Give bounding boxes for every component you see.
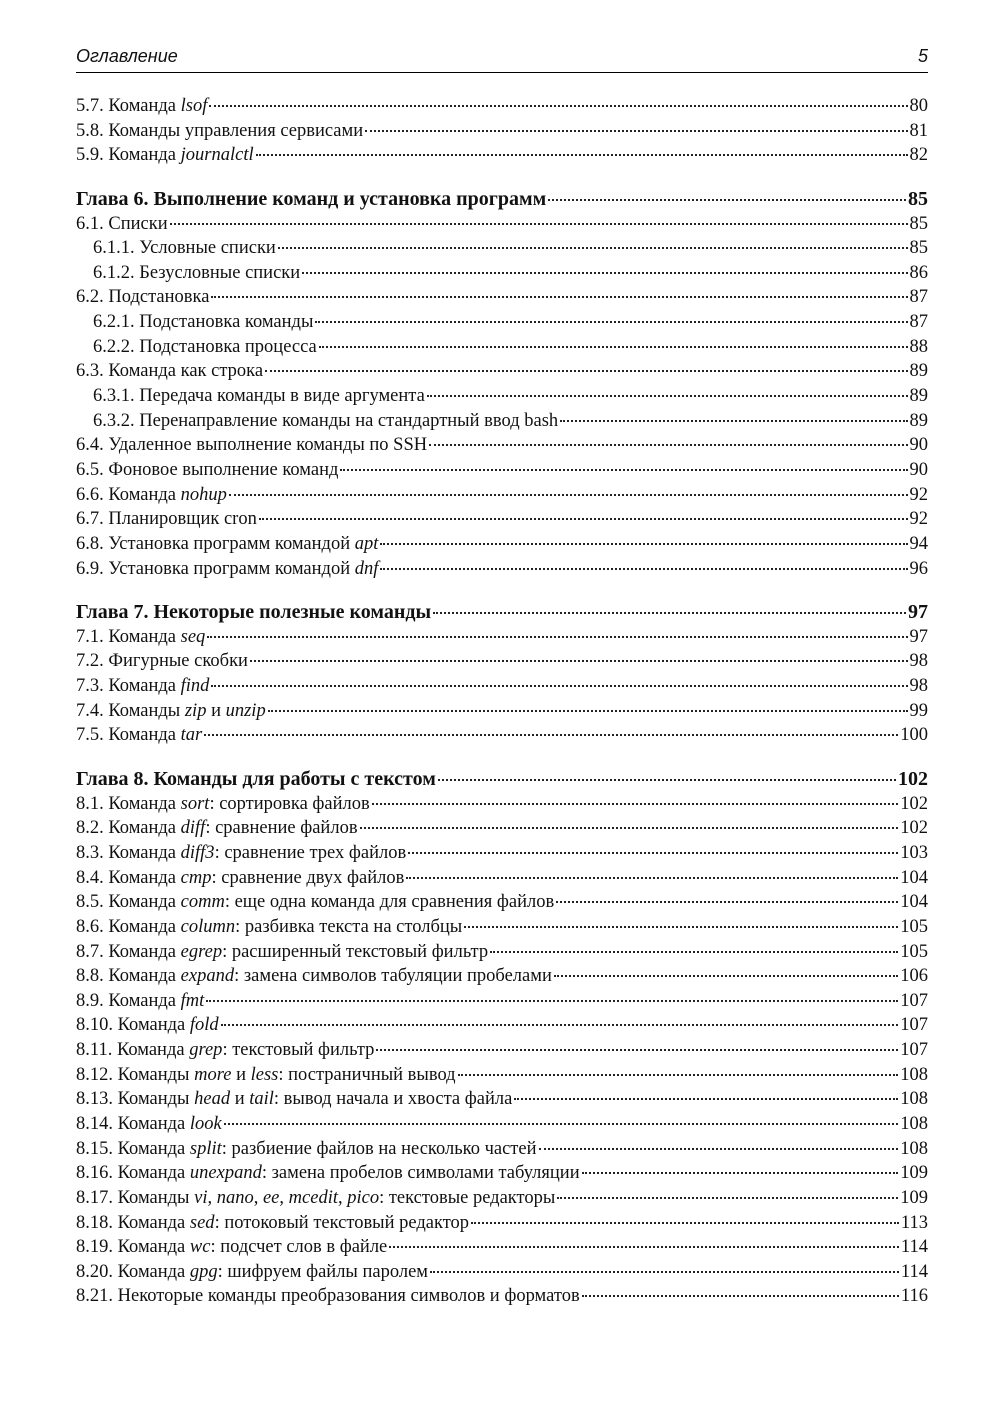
toc-entry[interactable] xyxy=(76,792,928,817)
toc-entry[interactable] xyxy=(76,1013,928,1038)
command-name: dnf xyxy=(354,558,379,579)
title-text: 7.3. Команда xyxy=(76,676,181,697)
dot-leader xyxy=(427,395,908,397)
toc-entry[interactable] xyxy=(76,261,928,286)
command-name: mcedit xyxy=(288,1187,338,1208)
toc-entry-title xyxy=(76,212,168,237)
header-page-number: 5 xyxy=(917,46,928,66)
title-text: : текстовые редакторы xyxy=(379,1187,556,1208)
dot-leader xyxy=(429,444,907,446)
toc-entry-title xyxy=(76,143,254,168)
title-text: 8.16. Команда xyxy=(76,1163,190,1184)
title-text: : замена символов табуляции пробелами xyxy=(234,966,552,987)
toc-page-number: 107 xyxy=(900,990,928,1011)
toc-entry-title xyxy=(93,384,425,409)
command-name: wc xyxy=(189,1237,211,1258)
title-text: 8.20. Команда xyxy=(76,1261,190,1282)
toc-entry-title xyxy=(76,458,338,483)
title-text: 8.1. Команда xyxy=(76,793,181,814)
toc-entry[interactable] xyxy=(76,94,928,119)
toc-page-number: 87 xyxy=(909,287,928,308)
toc-entry-title xyxy=(76,359,263,384)
title-text: , xyxy=(337,1187,348,1208)
toc-entry[interactable] xyxy=(76,458,928,483)
title-text: 8.7. Команда xyxy=(76,941,181,962)
toc-page-number: 104 xyxy=(900,892,928,913)
title-text: : еще одна команда для сравнения файлов xyxy=(224,892,555,913)
toc-entry[interactable] xyxy=(76,816,928,841)
toc-entry[interactable] xyxy=(76,1161,928,1186)
command-name: unzip xyxy=(225,700,266,721)
command-name: diff3 xyxy=(180,842,215,863)
toc-page-number: 98 xyxy=(909,676,928,697)
toc-entry-title xyxy=(76,866,404,891)
title-text: 8.19. Команда xyxy=(76,1237,190,1258)
dot-leader xyxy=(490,951,898,953)
dot-leader xyxy=(360,827,899,829)
title-text: : разбиение файлов на несколько частей xyxy=(221,1138,537,1159)
title-text: : замена пробелов символами табуляции xyxy=(261,1163,580,1184)
command-name: cmp xyxy=(180,867,212,888)
title-text: и xyxy=(230,1089,250,1110)
toc-chapter-heading[interactable] xyxy=(76,767,928,792)
title-text: 6.1.2. Безусловные списки xyxy=(93,262,301,283)
command-name: tail xyxy=(249,1089,274,1110)
title-text: 6.2.1. Подстановка команды xyxy=(93,312,314,333)
table-of-contents xyxy=(76,94,928,1309)
dot-leader xyxy=(207,636,907,638)
command-name: seq xyxy=(180,626,206,647)
title-text: 8.2. Команда xyxy=(76,818,181,839)
toc-entry-title xyxy=(76,187,546,212)
toc-page-number: 105 xyxy=(900,916,928,937)
toc-entry[interactable] xyxy=(76,1235,928,1260)
title-text: и xyxy=(206,700,226,721)
title-text: 6.1. Списки xyxy=(76,213,168,234)
toc-page-number: 108 xyxy=(900,1138,928,1159)
toc-page-number: 97 xyxy=(909,626,928,647)
toc-entry-title xyxy=(76,532,378,557)
toc-entry-title xyxy=(76,1235,387,1260)
command-name: vi xyxy=(194,1187,208,1208)
title-text: : шифруем файлы паролем xyxy=(217,1261,428,1282)
title-text: 8.3. Команда xyxy=(76,842,181,863)
title-text: 8.21. Некоторые команды преобразования символов и форматов xyxy=(76,1286,580,1307)
dot-leader xyxy=(557,1197,898,1199)
toc-page-number: 87 xyxy=(909,312,928,333)
dot-leader xyxy=(376,1049,898,1051)
dot-leader xyxy=(548,199,906,201)
dot-leader xyxy=(268,710,908,712)
command-name: look xyxy=(189,1113,222,1134)
title-text: и xyxy=(231,1064,251,1085)
dot-leader xyxy=(211,296,907,298)
title-text: 6.4. Удаленное выполнение команды по SSH xyxy=(76,435,428,456)
toc-page-number: 82 xyxy=(909,145,928,166)
command-name: fold xyxy=(189,1015,219,1036)
title-text: 8.17. Команды xyxy=(76,1187,195,1208)
dot-leader xyxy=(471,1222,899,1224)
command-name: lsof xyxy=(180,96,208,116)
dot-leader xyxy=(265,370,907,372)
toc-entry[interactable] xyxy=(76,1186,928,1211)
title-text: 8.13. Команды xyxy=(76,1089,195,1110)
title-text: 5.9. Команда xyxy=(76,145,181,166)
toc-entry[interactable] xyxy=(76,649,928,674)
toc-entry[interactable] xyxy=(76,1063,928,1088)
command-name: gpg xyxy=(189,1261,218,1282)
dot-leader xyxy=(560,420,907,422)
title-text: 6.8. Установка программ командой xyxy=(76,533,355,554)
toc-entry-title xyxy=(76,1038,374,1063)
command-name: journalctl xyxy=(180,145,254,166)
dot-leader xyxy=(204,734,898,736)
toc-page-number: 98 xyxy=(909,651,928,672)
toc-entry-title xyxy=(76,1137,537,1162)
title-text: 5.8. Команды управления сервисами xyxy=(76,120,364,141)
command-name: column xyxy=(180,916,236,937)
toc-entry-title xyxy=(76,915,462,940)
toc-entry-title xyxy=(76,94,207,119)
toc-chapter-heading[interactable] xyxy=(76,600,928,625)
title-text: Глава 6. Выполнение команд и установка программ xyxy=(76,187,547,210)
toc-entry-title xyxy=(76,816,358,841)
toc-page-number: 109 xyxy=(900,1163,928,1184)
toc-page-number: 89 xyxy=(909,386,928,407)
dot-leader xyxy=(170,223,908,225)
toc-entry[interactable] xyxy=(76,674,928,699)
toc-page-number: 97 xyxy=(908,601,928,624)
toc-page-number: 102 xyxy=(900,793,928,814)
dot-leader xyxy=(372,803,899,805)
title-text: : постраничный вывод xyxy=(278,1064,456,1085)
toc-entry[interactable] xyxy=(76,1038,928,1063)
toc-entry-title xyxy=(76,699,266,724)
toc-page-number: 108 xyxy=(900,1064,928,1085)
toc-page-number: 106 xyxy=(900,966,928,987)
toc-entry[interactable] xyxy=(76,915,928,940)
dot-leader xyxy=(554,975,898,977)
command-name: nohup xyxy=(180,484,227,505)
command-name: expand xyxy=(180,966,235,987)
toc-entry-title xyxy=(76,964,552,989)
toc-page-number: 90 xyxy=(909,459,928,480)
command-name: egrep xyxy=(180,941,223,962)
title-text: : сортировка файлов xyxy=(209,793,370,814)
command-name: fmt xyxy=(180,990,205,1011)
command-name: head xyxy=(194,1089,231,1110)
toc-entry-title xyxy=(76,433,427,458)
toc-page-number: 90 xyxy=(909,435,928,456)
title-text: 8.18. Команда xyxy=(76,1212,190,1233)
toc-entry-title xyxy=(76,841,406,866)
toc-entry-title xyxy=(76,557,378,582)
dot-leader xyxy=(458,1074,899,1076)
dot-leader xyxy=(539,1148,899,1150)
toc-entry[interactable] xyxy=(76,1284,928,1309)
dot-leader xyxy=(206,1000,898,1002)
toc-entry[interactable] xyxy=(76,212,928,237)
command-name: pico xyxy=(347,1187,380,1208)
toc-entry[interactable] xyxy=(76,433,928,458)
toc-page-number: 107 xyxy=(900,1040,928,1061)
running-header xyxy=(76,44,928,73)
toc-page-number: 85 xyxy=(908,187,928,210)
toc-entry-title xyxy=(76,989,204,1014)
header-title: Оглавление xyxy=(76,46,178,66)
dot-leader xyxy=(340,469,907,471)
toc-entry-title xyxy=(76,792,370,817)
title-text: Глава 8. Команды для работы с текстом xyxy=(76,768,436,791)
toc-page-number: 113 xyxy=(900,1212,928,1233)
title-text: 6.6. Команда xyxy=(76,484,181,505)
toc-page-number: 108 xyxy=(900,1089,928,1110)
toc-entry-title xyxy=(76,1161,580,1186)
dot-leader xyxy=(365,130,907,132)
title-text: 8.4. Команда xyxy=(76,867,181,888)
dot-leader xyxy=(221,1024,899,1026)
command-name: grep xyxy=(189,1040,223,1061)
command-name: ee xyxy=(262,1187,280,1208)
title-text: : сравнение файлов xyxy=(205,818,358,839)
dot-leader xyxy=(319,346,908,348)
toc-entry-title xyxy=(76,1063,456,1088)
toc-page-number: 107 xyxy=(900,1015,928,1036)
toc-entry-title xyxy=(93,335,317,360)
toc-entry[interactable] xyxy=(76,1112,928,1137)
toc-page-number: 99 xyxy=(909,700,928,721)
title-text: 7.5. Команда xyxy=(76,725,181,746)
toc-entry[interactable] xyxy=(76,866,928,891)
dot-leader xyxy=(380,543,907,545)
toc-page-number: 80 xyxy=(909,96,928,116)
dot-leader xyxy=(408,852,898,854)
title-text: : расширенный текстовый фильтр xyxy=(222,941,489,962)
toc-entry-title xyxy=(93,310,313,335)
toc-chapter-heading[interactable] xyxy=(76,187,928,212)
toc-page-number: 92 xyxy=(909,484,928,505)
toc-entry-title xyxy=(76,483,227,508)
toc-page-number: 100 xyxy=(900,725,928,746)
toc-entry-title xyxy=(76,625,205,650)
toc-page-number: 102 xyxy=(898,768,928,791)
dot-leader xyxy=(582,1295,899,1297)
toc-entry-title xyxy=(76,890,554,915)
toc-entry-title xyxy=(76,1284,580,1309)
command-name: nano xyxy=(216,1187,254,1208)
toc-entry[interactable] xyxy=(76,310,928,335)
dot-leader xyxy=(302,272,907,274)
toc-page-number: 116 xyxy=(900,1286,928,1307)
toc-entry[interactable] xyxy=(76,964,928,989)
title-text: 6.1.1. Условные списки xyxy=(93,238,276,259)
dot-leader xyxy=(250,660,908,662)
toc-entry[interactable] xyxy=(76,285,928,310)
toc-entry-title xyxy=(76,767,436,792)
toc-entry[interactable] xyxy=(76,989,928,1014)
toc-page-number: 103 xyxy=(900,842,928,863)
toc-page-number: 89 xyxy=(909,410,928,431)
dot-leader xyxy=(380,568,907,570)
title-text: 6.3. Команда как строка xyxy=(76,361,264,382)
dot-leader xyxy=(209,105,907,107)
dot-leader xyxy=(433,612,906,614)
toc-entry-title xyxy=(76,507,257,532)
title-text: 7.1. Команда xyxy=(76,626,181,647)
dot-leader xyxy=(430,1271,899,1273)
toc-entry-title xyxy=(76,649,248,674)
title-text: 6.3.2. Перенаправление команды на стандартный ввод bash xyxy=(93,410,559,431)
toc-entry[interactable] xyxy=(76,483,928,508)
toc-entry-title xyxy=(76,1211,469,1236)
title-text: 8.6. Команда xyxy=(76,916,181,937)
command-name: zip xyxy=(184,700,207,721)
toc-page-number: 86 xyxy=(909,262,928,283)
title-text: 8.12. Команды xyxy=(76,1064,195,1085)
command-name: apt xyxy=(354,533,379,554)
command-name: unexpand xyxy=(189,1163,262,1184)
command-name: less xyxy=(250,1064,279,1085)
title-text: 7.4. Команды xyxy=(76,700,185,721)
title-text: 8.15. Команда xyxy=(76,1138,190,1159)
title-text: 6.9. Установка программ командой xyxy=(76,558,355,579)
title-text: 8.9. Команда xyxy=(76,990,181,1011)
toc-entry-title xyxy=(76,600,431,625)
toc-entry[interactable] xyxy=(76,723,928,748)
dot-leader xyxy=(556,901,898,903)
toc-entry-title xyxy=(76,1186,555,1211)
command-name: tar xyxy=(180,725,203,746)
title-text: , xyxy=(253,1187,263,1208)
toc-page-number: 105 xyxy=(900,941,928,962)
toc-entry[interactable] xyxy=(76,1137,928,1162)
title-text: 6.3.1. Передача команды в виде аргумента xyxy=(93,386,425,407)
dot-leader xyxy=(259,518,908,520)
title-text: , xyxy=(207,1187,217,1208)
title-text: 6.5. Фоновое выполнение команд xyxy=(76,459,339,480)
title-text: 8.8. Команда xyxy=(76,966,181,987)
dot-leader xyxy=(438,779,896,781)
title-text: : сравнение двух файлов xyxy=(211,867,405,888)
title-text: 8.10. Команда xyxy=(76,1015,190,1036)
command-name: more xyxy=(194,1064,232,1085)
toc-entry-title xyxy=(93,409,558,434)
toc-entry[interactable] xyxy=(76,384,928,409)
toc-entry[interactable] xyxy=(76,940,928,965)
toc-page-number: 96 xyxy=(909,558,928,579)
title-text: : потоковый текстовый редактор xyxy=(214,1212,470,1233)
command-name: sort xyxy=(180,793,210,814)
toc-page-number: 81 xyxy=(909,120,928,141)
toc-entry[interactable] xyxy=(76,507,928,532)
title-text: 7.2. Фигурные скобки xyxy=(76,651,248,672)
title-text: 6.2.2. Подстановка процесса xyxy=(93,336,317,357)
dot-leader xyxy=(315,321,907,323)
toc-page-number: 114 xyxy=(900,1261,928,1282)
toc-entry-title xyxy=(93,236,276,261)
dot-leader xyxy=(256,154,908,156)
title-text: : подсчет слов в файле xyxy=(210,1237,388,1258)
toc-entry[interactable] xyxy=(76,143,928,168)
toc-page-number: 114 xyxy=(900,1237,928,1258)
dot-leader xyxy=(389,1246,899,1248)
dot-leader xyxy=(224,1123,899,1125)
toc-entry-title xyxy=(76,674,209,699)
toc-page-number: 108 xyxy=(900,1113,928,1134)
command-name: find xyxy=(180,676,210,697)
toc-entry[interactable] xyxy=(76,409,928,434)
title-text: 8.5. Команда xyxy=(76,892,181,913)
title-text: 6.7. Планировщик cron xyxy=(76,509,257,530)
title-text: : разбивка текста на столбцы xyxy=(235,916,463,937)
toc-entry-title xyxy=(76,1260,428,1285)
title-text: 5.7. Команда xyxy=(76,96,181,116)
toc-entry-title xyxy=(76,940,488,965)
toc-page-number: 85 xyxy=(909,213,928,234)
toc-entry[interactable] xyxy=(76,557,928,582)
title-text: , xyxy=(279,1187,289,1208)
toc-entry[interactable] xyxy=(76,1260,928,1285)
toc-page-number: 104 xyxy=(900,867,928,888)
dot-leader xyxy=(514,1098,898,1100)
toc-entry-title xyxy=(76,1087,512,1112)
toc-entry-title xyxy=(76,285,209,310)
command-name: split xyxy=(189,1138,222,1159)
dot-leader xyxy=(278,247,908,249)
title-text: Глава 7. Некоторые полезные команды xyxy=(76,601,432,624)
dot-leader xyxy=(464,926,898,928)
toc-page-number: 109 xyxy=(900,1187,928,1208)
toc-entry-title xyxy=(93,261,300,286)
toc-entry[interactable] xyxy=(76,359,928,384)
toc-page-number: 92 xyxy=(909,509,928,530)
toc-entry[interactable] xyxy=(76,532,928,557)
toc-entry[interactable] xyxy=(76,890,928,915)
toc-page-number: 88 xyxy=(909,336,928,357)
title-text: : сравнение трех файлов xyxy=(214,842,407,863)
toc-entry[interactable] xyxy=(76,1211,928,1236)
toc-entry[interactable] xyxy=(76,1087,928,1112)
toc-page-number: 85 xyxy=(909,238,928,259)
command-name: comm xyxy=(180,892,225,913)
toc-entry[interactable] xyxy=(76,625,928,650)
dot-leader xyxy=(229,494,908,496)
command-name: sed xyxy=(189,1212,215,1233)
toc-page-number: 102 xyxy=(900,818,928,839)
title-text: : текстовый фильтр xyxy=(222,1040,375,1061)
command-name: diff xyxy=(180,818,206,839)
title-text: 8.11. Команда xyxy=(76,1040,190,1061)
title-text: 6.2. Подстановка xyxy=(76,287,210,308)
dot-leader xyxy=(211,685,907,687)
toc-entry[interactable] xyxy=(76,699,928,724)
toc-page-number: 89 xyxy=(909,361,928,382)
title-text: : вывод начала и хвоста файла xyxy=(273,1089,513,1110)
toc-entry[interactable] xyxy=(76,119,928,144)
toc-entry[interactable] xyxy=(76,236,928,261)
dot-leader xyxy=(582,1172,899,1174)
toc-entry-title xyxy=(76,119,363,144)
toc-entry[interactable] xyxy=(76,841,928,866)
title-text: 8.14. Команда xyxy=(76,1113,190,1134)
toc-entry[interactable] xyxy=(76,335,928,360)
toc-entry-title xyxy=(76,723,202,748)
toc-page-number: 94 xyxy=(909,533,928,554)
dot-leader xyxy=(406,877,898,879)
toc-entry-title xyxy=(76,1112,222,1137)
toc-entry-title xyxy=(76,1013,219,1038)
